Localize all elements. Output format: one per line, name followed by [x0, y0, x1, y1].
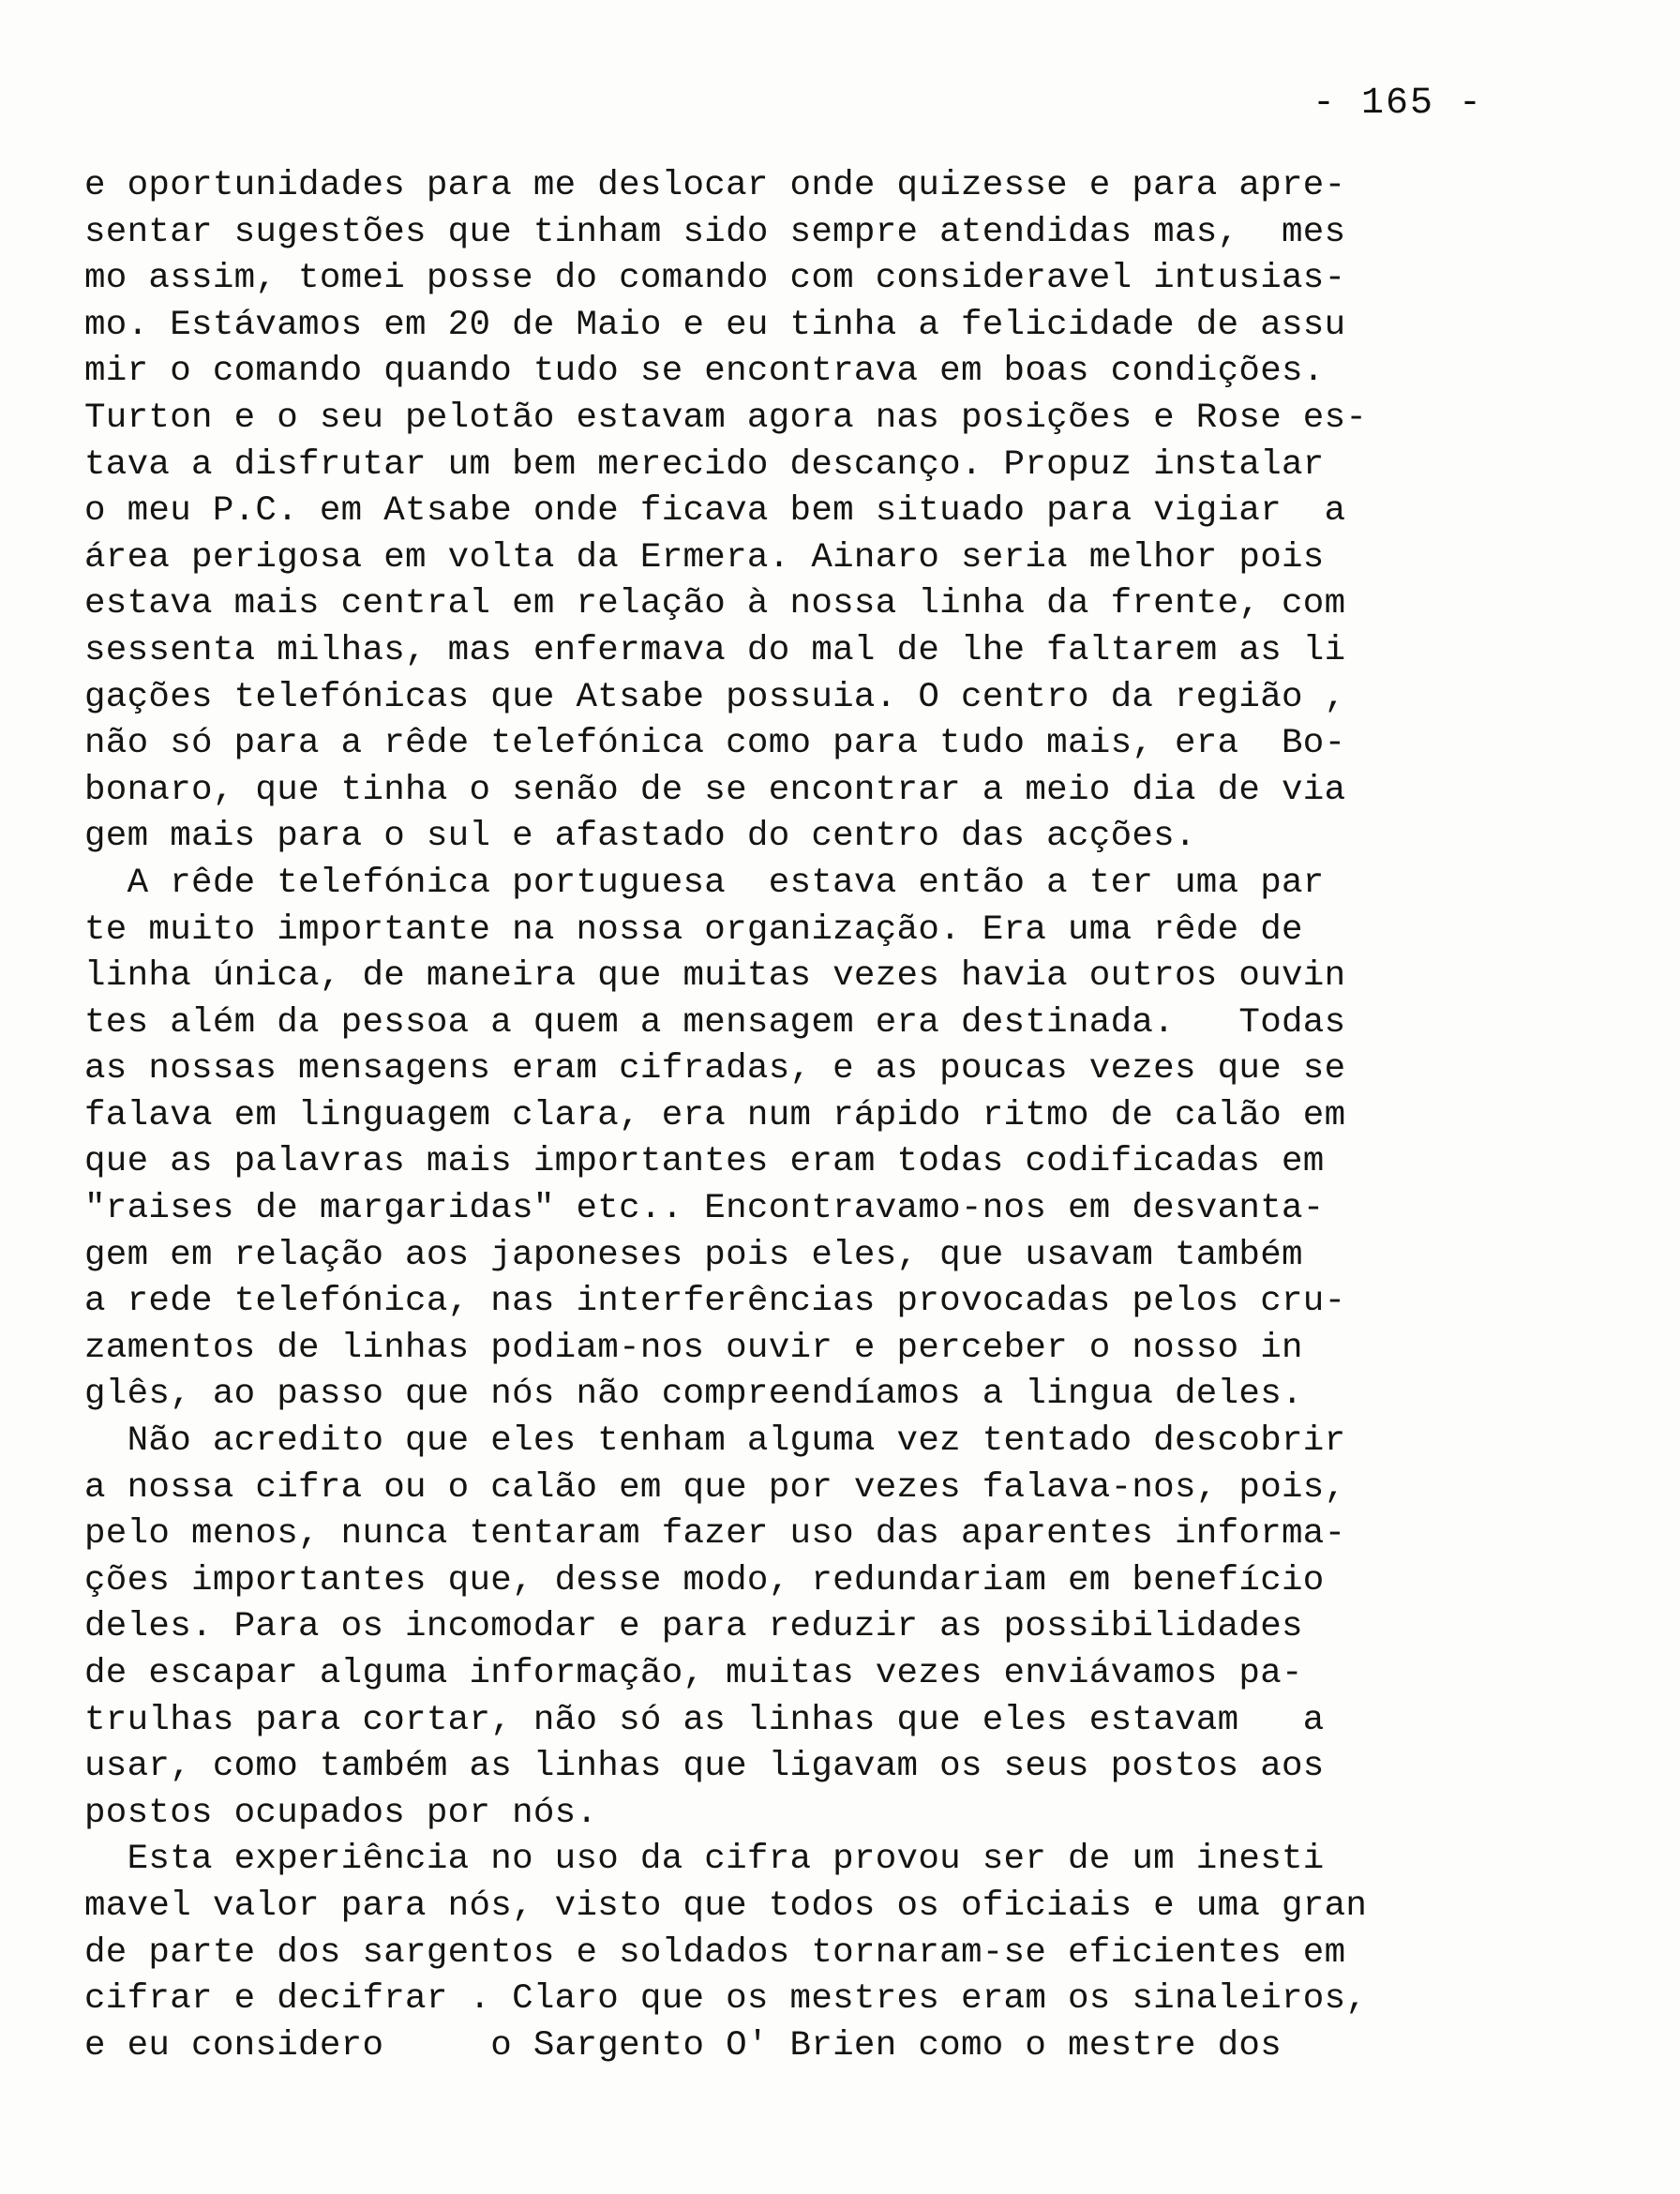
- text-line: a rede telefónica, nas interferências provocadas pelos cru-: [84, 1282, 1346, 1322]
- text-line: usar, como também as linhas que ligavam os seus postos aos: [84, 1747, 1325, 1787]
- text-line: estava mais central em relação à nossa linha da frente, com: [84, 584, 1346, 624]
- text-line: gem em relação aos japoneses pois eles, que usavam também: [84, 1235, 1303, 1275]
- text-line: sentar sugestões que tinham sido sempre atendidas mas, mes: [84, 212, 1346, 252]
- text-line: mir o comando quando tudo se encontrava em boas condições.: [84, 352, 1325, 392]
- text-line: deles. Para os incomodar e para reduzir as possibilidades: [84, 1607, 1303, 1647]
- text-line: a nossa cifra ou o calão em que por vezes falava-nos, pois,: [84, 1467, 1346, 1508]
- text-line: Esta experiência no uso da cifra provou ser de um inesti: [84, 1840, 1325, 1880]
- text-line: e oportunidades para me deslocar onde quizesse e para apre-: [84, 166, 1346, 205]
- text-line: zamentos de linhas podiam-nos ouvir e perceber o nosso in: [84, 1328, 1303, 1368]
- body-text: [84, 163, 1622, 2069]
- text-line: cifrar e decifrar . Claro que os mestres eram os sinaleiros,: [84, 1979, 1368, 2020]
- text-line: mavel valor para nós, visto que todos os oficiais e uma gran: [84, 1886, 1368, 1926]
- text-line: gações telefónicas que Atsabe possuia. O centro da região ,: [84, 677, 1346, 717]
- text-line: ções importantes que, desse modo, redundariam em benefício: [84, 1560, 1325, 1600]
- text-line: tes além da pessoa a quem a mensagem era destinada. Todas: [84, 1002, 1346, 1043]
- text-line: Não acredito que eles tenham alguma vez tentado descobrir: [84, 1421, 1346, 1462]
- text-line: as nossas mensagens eram cifradas, e as poucas vezes que se: [84, 1049, 1346, 1089]
- text-line: Turton e o seu pelotão estavam agora nas posições e Rose es-: [84, 398, 1368, 438]
- text-line: pelo menos, nunca tentaram fazer uso das aparentes informa-: [84, 1514, 1346, 1555]
- text-line: mo assim, tomei posse do comando com consideravel intusias-: [84, 259, 1346, 299]
- text-line: não só para a rêde telefónica como para tudo mais, era Bo-: [84, 724, 1346, 764]
- text-line: e eu considero o Sargento O' Brien como o mestre dos: [84, 2025, 1282, 2066]
- text-line: gem mais para o sul e afastado do centro das acções.: [84, 817, 1196, 857]
- text-line: mo. Estávamos em 20 de Maio e eu tinha a felicidade de assu: [84, 305, 1346, 345]
- text-line: de parte dos sargentos e soldados tornaram-se eficientes em: [84, 1932, 1346, 1973]
- text-line: glês, ao passo que nós não compreendíamos a lingua deles.: [84, 1375, 1303, 1415]
- text-line: A rêde telefónica portuguesa estava então a ter uma par: [84, 863, 1325, 903]
- text-line: falava em linguagem clara, era num rápido ritmo de calão em: [84, 1095, 1346, 1135]
- text-line: tava a disfrutar um bem merecido descanço. Propuz instalar: [84, 444, 1325, 485]
- text-line: te muito importante na nossa organização. Era uma rêde de: [84, 909, 1303, 950]
- text-line: bonaro, que tinha o senão de se encontrar a meio dia de via: [84, 770, 1346, 810]
- text-line: sessenta milhas, mas enfermava do mal de lhe faltarem as li: [84, 630, 1346, 670]
- text-line: linha única, de maneira que muitas vezes havia outros ouvin: [84, 956, 1346, 997]
- text-line: postos ocupados por nós.: [84, 1793, 598, 1833]
- text-line: trulhas para cortar, não só as linhas que eles estavam a: [84, 1700, 1325, 1740]
- page-number: - 165 -: [1312, 83, 1484, 125]
- text-line: área perigosa em volta da Ermera. Ainaro seria melhor pois: [84, 537, 1325, 578]
- text-line: "raises de margaridas" etc.. Encontravamo-nos em desvanta-: [84, 1189, 1325, 1229]
- text-line: o meu P.C. em Atsabe onde ficava bem situado para vigiar a: [84, 491, 1346, 532]
- text-line: de escapar alguma informação, muitas vezes enviávamos pa-: [84, 1654, 1303, 1693]
- text-line: que as palavras mais importantes eram todas codificadas em: [84, 1142, 1325, 1182]
